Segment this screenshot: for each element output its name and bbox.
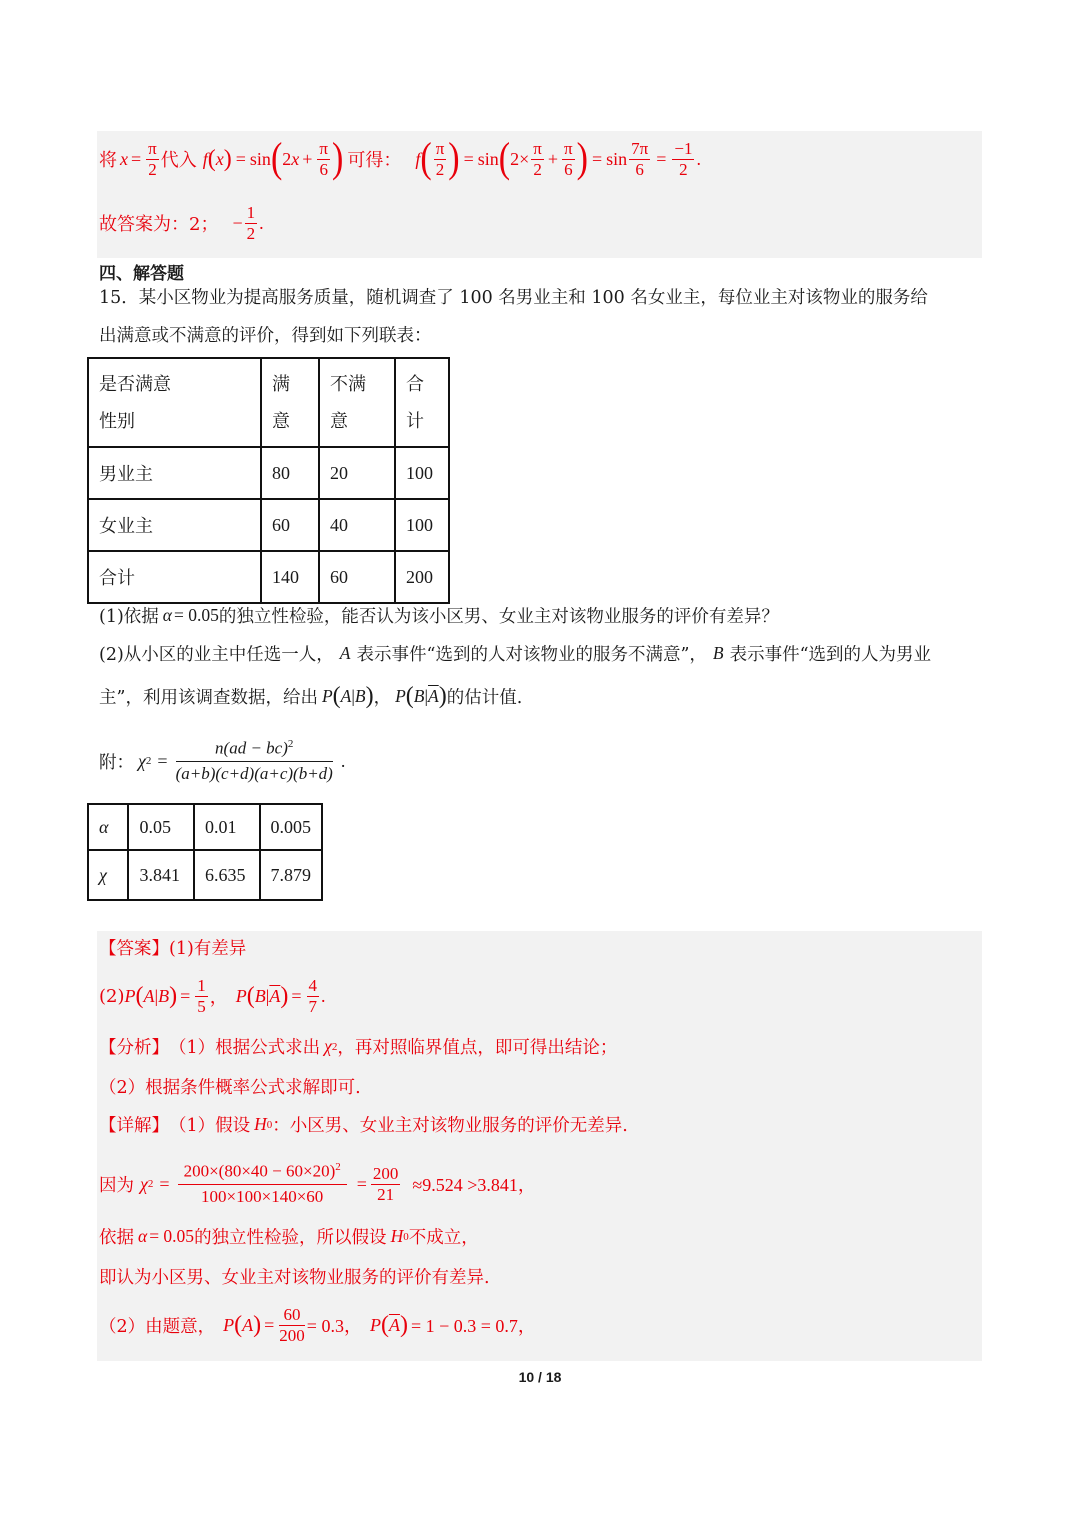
critical-value-table	[87, 803, 323, 901]
detail-line-1: 【详解】 （1）假设 H 0 ：小区男、女业主对该物业服务的评价无差异.	[99, 1114, 628, 1136]
table-cell: 6.635	[194, 850, 260, 900]
detail-basis: 依据 α = 0.05 的独立性检验，所以假设 H 0 不成立，	[99, 1226, 479, 1248]
question-part-1: (1)依据 α = 0.05 的独立性检验，能否认为该小区男、女业主对该物业服务的评价有差异？	[99, 605, 779, 627]
table-cell: 0.05	[128, 804, 194, 850]
analysis-line-2: （2）根据条件概率公式求解即可.	[99, 1078, 361, 1098]
header-cell: 满 意	[261, 358, 319, 447]
table-row	[88, 850, 322, 900]
header-cell: 合 计	[395, 358, 449, 447]
table-cell: 100	[395, 499, 449, 551]
section-title: 四、解答题	[99, 264, 184, 284]
table-cell: 80	[261, 447, 319, 499]
table-cell: 7.879	[260, 850, 323, 900]
table-cell: 60	[319, 551, 395, 603]
table-row	[88, 447, 449, 499]
table-cell: 0.005	[260, 804, 323, 850]
header-cell: 是否满意 性别	[88, 358, 261, 447]
page-number: 10 / 18	[518, 1369, 562, 1385]
question-line-1: 15．某小区物业为提高服务质量，随机调查了 100 名男业主和 100 名女业主，每位业主对该物业的服务给	[99, 288, 928, 308]
detail-part-2: （2）由题意， P ( A ) = $\frac{60}{200}$ = 0.3， P ( $\overline{A}$ ) = 1 − 0.3 = 0.7，	[99, 1304, 536, 1345]
table-cell: 3.841	[128, 850, 194, 900]
question-part-2-line2: 主”，利用该调查数据，给出 P ( A | B ) ， P ( B | $\overline{A}$ ) 的估计值.	[99, 683, 523, 709]
table-cell: 40	[319, 499, 395, 551]
table-cell: 20	[319, 447, 395, 499]
answer-line-1: 【答案】(1)有差异	[99, 939, 247, 959]
table-row	[88, 551, 449, 603]
table-cell: 0.01	[194, 804, 260, 850]
table-cell: 合计	[88, 551, 261, 603]
appendix-formula: 附： χ 2 = $\frac{n(ad - bc)^2}{(a+b)(c+d)(a+c)(b+d)}$ .	[99, 738, 346, 783]
table-row	[88, 499, 449, 551]
question-part-2-line1: (2)从小区的业主中任选一人， A 表示事件“选到的人对该物业的服务不满意”， B 表示事件“选到的人为男业	[99, 643, 932, 665]
table-cell: 女业主	[88, 499, 261, 551]
table-cell: 60	[261, 499, 319, 551]
detail-chi-calc: 因为 χ 2 = $\frac{200\times(80\times 40 - 60\times 20)^2}{100\times 100\times 140\times 60}$ = $\frac{200}{21}$ ≈9.524 >3.841，	[99, 1161, 536, 1206]
table-cell: 100	[395, 447, 449, 499]
table-cell: α	[88, 804, 128, 850]
question-line-2: 出满意或不满意的评价，得到如下列联表：	[99, 326, 432, 346]
contingency-table	[87, 357, 450, 604]
table-cell: χ	[88, 850, 128, 900]
table-cell: 140	[261, 551, 319, 603]
table-header-row	[88, 358, 449, 447]
analysis-line-1: 【分析】 （1）根据公式求出 χ 2 ，再对照临界值点，即可得出结论；	[99, 1036, 618, 1058]
table-cell: 200	[395, 551, 449, 603]
table-cell: 男业主	[88, 447, 261, 499]
table-row	[88, 804, 322, 850]
solution-final-answer: 故答案为：2； − $\frac{1}{2}$ .	[99, 202, 264, 243]
solution-line-substitute: 将 x = $\frac{\pi}{2}$ 代入 f ( x ) = sin ( 2 x + $\frac{\pi}{6}$ ) 可得： f ( $\frac{\pi}{2}$ ) = sin ( 2× $\frac{\pi}{2}$ + $\frac{\pi}{6}$ ) = sin $\frac{7\pi}{6}$ = $\frac{-1}{2}$ .	[99, 135, 701, 182]
detail-conclusion: 即认为小区男、女业主对该物业服务的评价有差异.	[99, 1268, 490, 1288]
header-cell: 不满 意	[319, 358, 395, 447]
answer-line-2: (2) P ( A | B ) = $\frac{1}{5}$ ， P ( B | $\overline{A}$ ) = $\frac{4}{7}$ .	[99, 975, 326, 1016]
